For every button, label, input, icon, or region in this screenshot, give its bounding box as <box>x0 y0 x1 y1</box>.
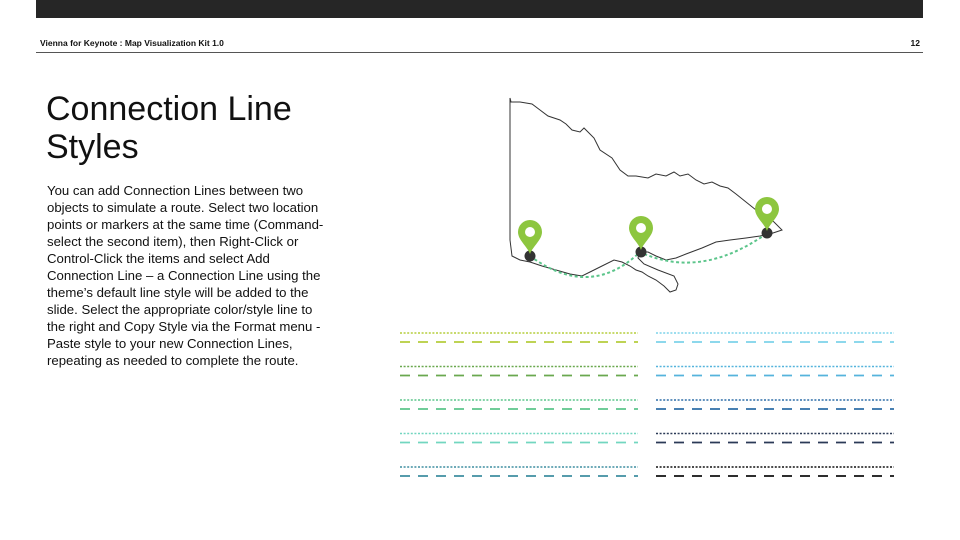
route-line <box>530 234 766 277</box>
map-pin-hole <box>762 204 772 214</box>
victoria-map <box>490 90 800 300</box>
top-bar <box>36 0 923 18</box>
line-style-blue[interactable] <box>656 400 894 409</box>
doc-title: Vienna for Keynote : Map Visualization Kit 1.0 <box>40 38 224 48</box>
page-number: 12 <box>910 38 920 48</box>
slide-title: Connection Line Styles <box>46 90 292 166</box>
map-pin-hole <box>636 223 646 233</box>
region-outline <box>510 98 782 292</box>
marker-central[interactable] <box>629 216 653 258</box>
line-style-light-blue[interactable] <box>656 367 894 376</box>
marker-west[interactable] <box>518 220 542 262</box>
line-style-black[interactable] <box>656 467 894 476</box>
map-pin-hole <box>525 227 535 237</box>
line-style-sky[interactable] <box>656 333 894 342</box>
header-divider <box>36 52 923 53</box>
line-style-swatches <box>398 326 898 486</box>
line-style-aqua[interactable] <box>400 434 638 443</box>
line-style-mint[interactable] <box>400 400 638 409</box>
line-style-teal[interactable] <box>400 467 638 476</box>
line-style-navy[interactable] <box>656 434 894 443</box>
line-style-lime[interactable] <box>400 333 638 342</box>
slide-body-text: You can add Connection Lines between two objects to simulate a route. Select two location points or markers at the same time (Command-select the second item), then Right-Click or Control-Click the items and select Add Connection Line – a Connection Line using the theme’s default line style will be added to the slide. Select the appropriate color/style line to the right and Copy Style via the Format menu - Paste style to your new Connection Lines, repeating as needed to complete the route. <box>47 183 324 368</box>
line-style-green[interactable] <box>400 367 638 376</box>
